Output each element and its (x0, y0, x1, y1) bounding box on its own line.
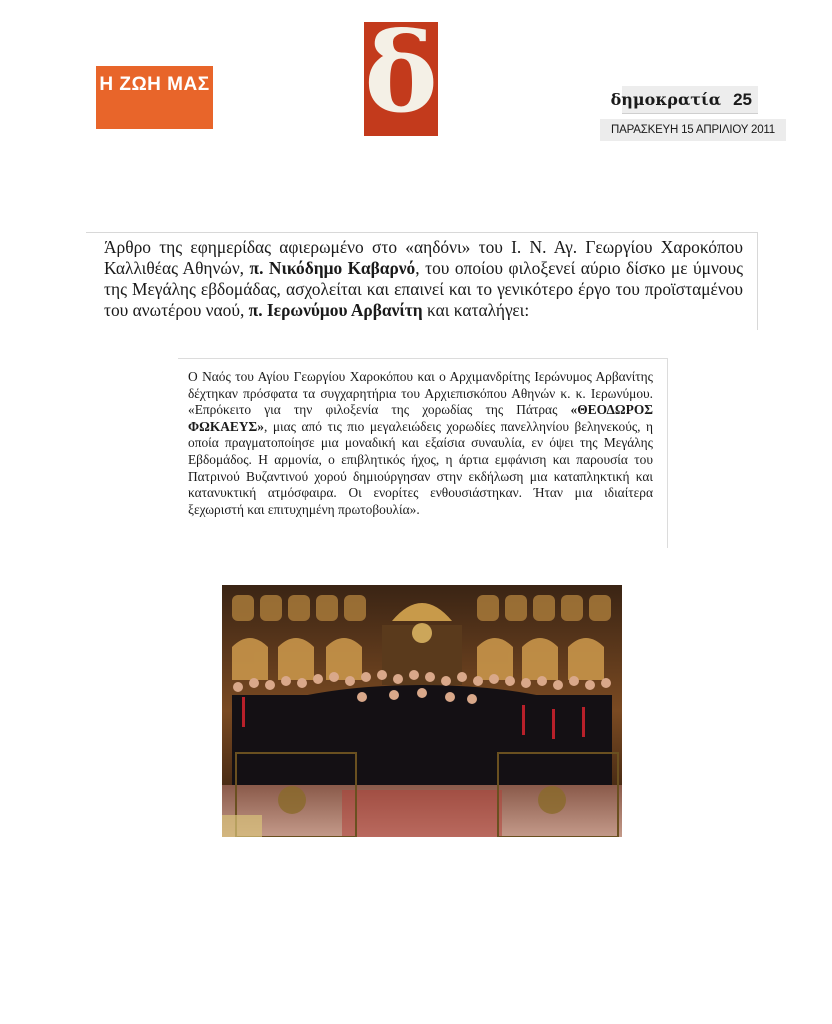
newspaper-name: δημοκρατία (610, 90, 722, 109)
dateline (600, 119, 786, 141)
newspaper-logo (364, 22, 438, 136)
intro-text-2: , του οποίου φιλοξενεί αύριο δίσκο με ύμνους της Μεγάλης εβδομάδας, ασχολείται και επαινεί και το γενικότερο έργο του προϊσταμένου του ανωτέρου ναού, (104, 258, 743, 320)
section-tag (96, 66, 213, 129)
masthead (610, 86, 758, 114)
quote-choir-name: «ΘΕΟΔΩΡΟΣ ΦΩΚΑΕΥΣ» (188, 402, 653, 434)
quote-text-1: Ο Ναός του Αγίου Γεωργίου Χαροκόπου και ο Αρχιμανδρίτης Ιερώνυμος Αρβανίτης δέχτηκαν πρόσφατα τα συγχαρητήρια του Αρχιεπισκόπου Αθηνών κ. κ. Ιερωνύμου. «Επρόκειτο για την φιλοξενία της χορωδίας της Πάτρας (188, 369, 653, 418)
intro-name-1: π. Νικόδημο Καβαρνό (249, 258, 416, 278)
group-photo (222, 585, 622, 837)
publication-date: ΠΑΡΑΣΚΕΥΗ 15 ΑΠΡΙΛΙΟΥ 2011 (611, 124, 775, 136)
intro-paragraph (86, 232, 758, 330)
quoted-article (178, 358, 668, 548)
intro-text-1: Άρθρο της εφημερίδας αφιερωμένο στο «αηδόνι» του Ι. Ν. Αγ. Γεωργίου Χαροκόπου Καλλιθέας Αθηνών, (104, 237, 743, 278)
intro-text-3: και καταλήγει: (422, 300, 530, 320)
group-photo-icon (222, 585, 622, 837)
intro-name-2: π. Ιερωνύμου Αρβανίτη (248, 300, 423, 320)
quote-text-2: , μιας από τις πιο μεγαλειώδεις χορωδίες πανελληνίου βεληνεκούς, η οποία πραγματοποίησε μια μοναδική και εξαίσια συναυλία, εν όψει της Μεγάλης Εβδομάδος. Η αρμονία, ο επιβλητικός ήχος, η άρτια εμφάνιση και παρουσία του Πατρινού Βυζαντινού χορού δημιούργησαν στην εκδήλωση μια καταπληκτική και κατανυκτική ατμόσφαιρα. Οι ενορίτες ενθουσιάστηκαν. Ήταν μια ιδιαίτερα ξεχωριστή και επιτυχημένη πρωτοβουλία». (188, 418, 653, 517)
section-tag-label: Η ΖΩΗ ΜΑΣ (99, 74, 210, 95)
page-number: 25 (733, 89, 752, 109)
logo-letter: δ (364, 22, 438, 136)
